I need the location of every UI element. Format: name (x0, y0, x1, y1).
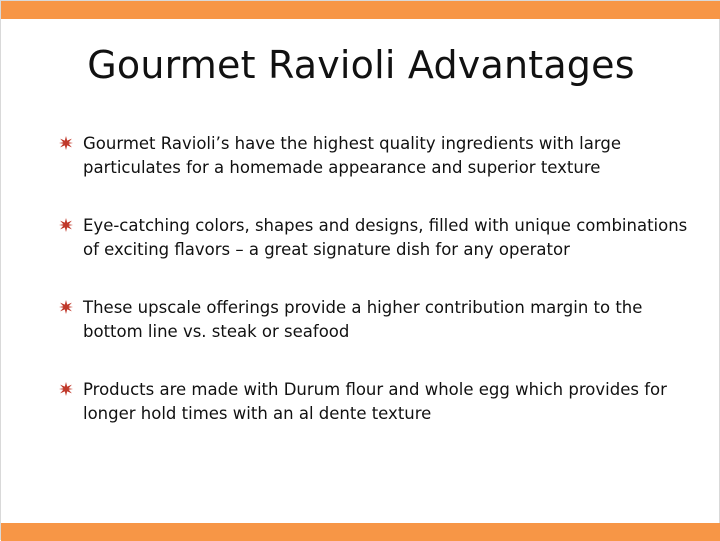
starburst-bullet-icon (59, 218, 73, 232)
bullet-item (59, 132, 689, 180)
starburst-bullet-icon (59, 136, 73, 150)
starburst-bullet-icon (59, 382, 73, 396)
starburst-bullet-icon (59, 300, 73, 314)
bottom-accent-bar (1, 523, 720, 541)
top-accent-bar (1, 1, 720, 19)
bullet-list (59, 132, 689, 460)
bullet-text: Products are made with Durum flour and whole egg which provides for longer hold times with an al dente texture (83, 380, 667, 423)
slide-title: Gourmet Ravioli Advantages (87, 43, 635, 87)
bullet-item (59, 214, 689, 262)
bullet-text: Eye-catching colors, shapes and designs, filled with unique combinations of exciting flavors – a great signature dish for any operator (83, 216, 688, 259)
bullet-item (59, 378, 689, 426)
bullet-item (59, 296, 689, 344)
bullet-text: These upscale offerings provide a higher contribution margin to the bottom line vs. steak or seafood (83, 298, 643, 341)
bullet-text: Gourmet Ravioli’s have the highest quality ingredients with large particulates for a homemade appearance and superior texture (83, 134, 621, 177)
